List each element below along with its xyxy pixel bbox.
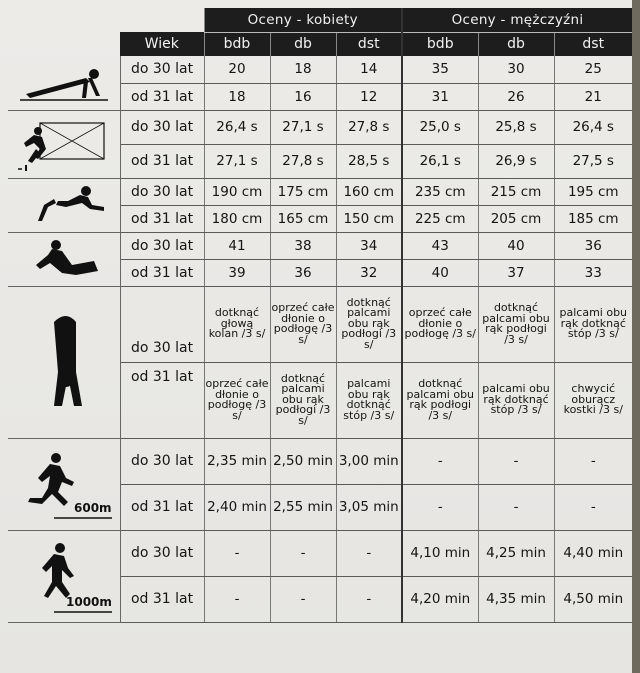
cell: dotknąć palcami obu rąk podłogi /3 s/ — [270, 362, 336, 438]
cell: 31 — [402, 83, 478, 110]
age-label: od 31 lat — [120, 144, 204, 178]
cell: oprzeć całe dłonie o podłogę /3 s/ — [204, 362, 270, 438]
age-label: od 31 lat — [120, 484, 204, 530]
table-row — [8, 56, 632, 83]
cell: 33 — [554, 259, 632, 286]
cell: 34 — [336, 232, 402, 259]
cell: 36 — [270, 259, 336, 286]
cell: 2,40 min — [204, 484, 270, 530]
cell: - — [554, 438, 632, 484]
age-label: do 30 lat — [120, 178, 204, 205]
cell: 41 — [204, 232, 270, 259]
age-label: od 31 lat — [120, 83, 204, 110]
cell: 21 — [554, 83, 632, 110]
cell: dotknąć głową kolan /3 s/ — [204, 286, 270, 362]
cell: 28,5 s — [336, 144, 402, 178]
cell: - — [270, 530, 336, 576]
cell: 185 cm — [554, 205, 632, 232]
cell: 35 — [402, 56, 478, 83]
header-grade-women-dst: dst — [336, 32, 402, 56]
cell: 32 — [336, 259, 402, 286]
cell: - — [270, 576, 336, 622]
cell: 43 — [402, 232, 478, 259]
cell: - — [478, 438, 554, 484]
cell: - — [204, 576, 270, 622]
header-grade-women-bdb: bdb — [204, 32, 270, 56]
cell: 26,4 s — [204, 110, 270, 144]
cell: palcami obu rąk dotknąć stóp /3 s/ — [478, 362, 554, 438]
cell: 30 — [478, 56, 554, 83]
cell: dotknąć palcami obu rąk podłogi /3 s/ — [478, 286, 554, 362]
cell: 26 — [478, 83, 554, 110]
cell: 27,1 s — [270, 110, 336, 144]
distance-label-600m: 600m — [73, 501, 112, 515]
cell: 18 — [204, 83, 270, 110]
cell: 4,40 min — [554, 530, 632, 576]
cell: dotknąć palcami obu rąk podłogi /3 s/ — [402, 362, 478, 438]
cell: 40 — [402, 259, 478, 286]
age-label: do 30 lat — [120, 530, 204, 576]
header-row-grades — [8, 32, 632, 56]
cell: 26,1 s — [402, 144, 478, 178]
cell: 215 cm — [478, 178, 554, 205]
header-women: Oceny - kobiety — [204, 8, 402, 32]
cell: 195 cm — [554, 178, 632, 205]
cell: - — [204, 530, 270, 576]
cell: 25 — [554, 56, 632, 83]
header-grade-women-db: db — [270, 32, 336, 56]
cell: 205 cm — [478, 205, 554, 232]
header-grade-men-dst: dst — [554, 32, 632, 56]
page-edge-shadow — [632, 0, 640, 673]
distance-label-1000m: 1000m — [65, 595, 112, 609]
age-label: od 31 lat — [120, 362, 204, 438]
cell: 4,20 min — [402, 576, 478, 622]
header-row-groups — [8, 8, 632, 32]
table-row — [8, 530, 632, 576]
cell: 160 cm — [336, 178, 402, 205]
cell: 12 — [336, 83, 402, 110]
cell: palcami obu rąk dotknąć stóp /3 s/ — [336, 362, 402, 438]
cell: 165 cm — [270, 205, 336, 232]
header-age: Wiek — [120, 32, 204, 56]
cell: 14 — [336, 56, 402, 83]
cell: - — [402, 438, 478, 484]
cell: - — [402, 484, 478, 530]
shuttle-run-icon — [8, 110, 120, 178]
cell: 190 cm — [204, 178, 270, 205]
cell: - — [554, 484, 632, 530]
cell: chwycić oburącz kostki /3 s/ — [554, 362, 632, 438]
cell: 25,8 s — [478, 110, 554, 144]
cell: dotknąć palcami obu rąk podłogi /3 s/ — [336, 286, 402, 362]
cell: 27,1 s — [204, 144, 270, 178]
cell: 27,5 s — [554, 144, 632, 178]
age-label: do 30 lat — [120, 232, 204, 259]
cell: 150 cm — [336, 205, 402, 232]
long-jump-icon — [8, 178, 120, 232]
cell: 27,8 s — [270, 144, 336, 178]
cell: 4,10 min — [402, 530, 478, 576]
pushup-icon — [8, 56, 120, 110]
age-label: do 30 lat — [120, 286, 204, 362]
age-label: do 30 lat — [120, 56, 204, 83]
cell: 40 — [478, 232, 554, 259]
cell: 18 — [270, 56, 336, 83]
runner-600m-icon — [8, 438, 120, 530]
cell: oprzeć całe dłonie o podłogę /3 s/ — [402, 286, 478, 362]
cell: 20 — [204, 56, 270, 83]
age-label: do 30 lat — [120, 110, 204, 144]
cell: 235 cm — [402, 178, 478, 205]
runner-1000m-icon — [8, 530, 120, 622]
header-men: Oceny - mężczyźni — [402, 8, 632, 32]
cell: 175 cm — [270, 178, 336, 205]
fitness-norms-table — [8, 8, 632, 623]
age-label: od 31 lat — [120, 259, 204, 286]
cell: 3,05 min — [336, 484, 402, 530]
table-row — [8, 232, 632, 259]
cell: 2,55 min — [270, 484, 336, 530]
table-row — [8, 286, 632, 362]
cell: palcami obu rąk dotknąć stóp /3 s/ — [554, 286, 632, 362]
age-label: do 30 lat — [120, 438, 204, 484]
cell: - — [336, 530, 402, 576]
cell: 4,50 min — [554, 576, 632, 622]
cell: 37 — [478, 259, 554, 286]
cell: 39 — [204, 259, 270, 286]
age-label: od 31 lat — [120, 576, 204, 622]
cell: 180 cm — [204, 205, 270, 232]
cell: oprzeć całe dłonie o podłogę /3 s/ — [270, 286, 336, 362]
cell: 4,35 min — [478, 576, 554, 622]
header-grade-men-bdb: bdb — [402, 32, 478, 56]
cell: 3,00 min — [336, 438, 402, 484]
cell: 26,4 s — [554, 110, 632, 144]
cell: 26,9 s — [478, 144, 554, 178]
cell: 4,25 min — [478, 530, 554, 576]
cell: 36 — [554, 232, 632, 259]
cell: 27,8 s — [336, 110, 402, 144]
table-row — [8, 178, 632, 205]
age-label: od 31 lat — [120, 205, 204, 232]
table-row — [8, 438, 632, 484]
cell: 25,0 s — [402, 110, 478, 144]
situp-icon — [8, 232, 120, 286]
cell: 16 — [270, 83, 336, 110]
table-row — [8, 110, 632, 144]
cell: 2,50 min — [270, 438, 336, 484]
cell: - — [478, 484, 554, 530]
cell: 2,35 min — [204, 438, 270, 484]
cell: 38 — [270, 232, 336, 259]
cell: 225 cm — [402, 205, 478, 232]
cell: - — [336, 576, 402, 622]
header-grade-men-db: db — [478, 32, 554, 56]
forward-bend-icon — [8, 286, 120, 438]
